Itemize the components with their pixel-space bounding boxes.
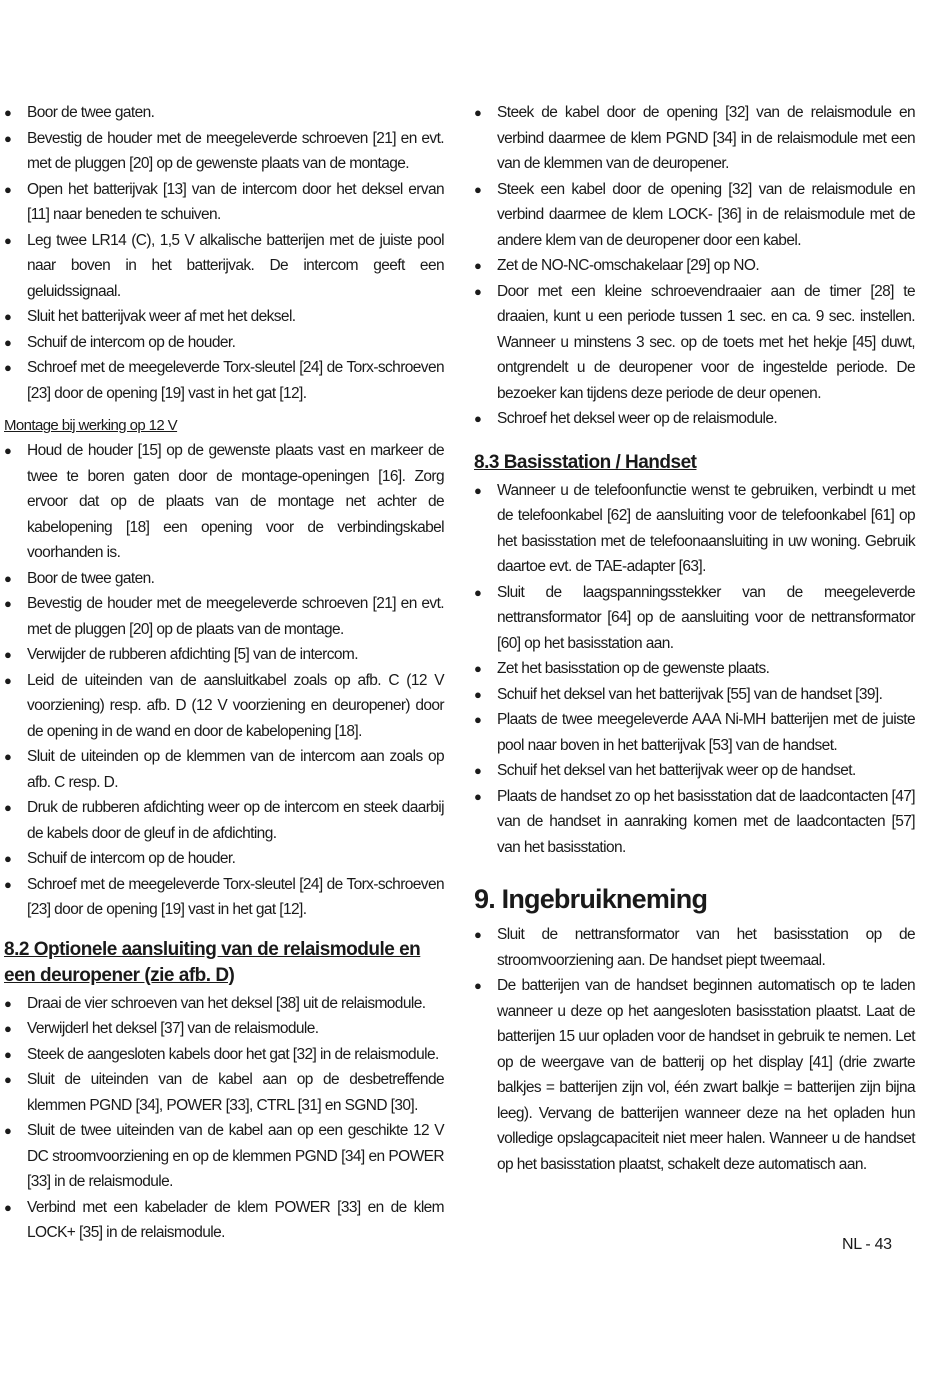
bullet-list: [474, 100, 915, 432]
bullet-list: [474, 922, 915, 1177]
list-item: [4, 330, 444, 356]
list-item: [474, 973, 915, 1177]
list-item: [4, 668, 444, 745]
list-item-text: Wanneer u de telefoonfunctie wenst te gebruiken, verbindt u met de telefoonkabel [62] de aansluiting voor de telefoonkabel [61] op het basisstation met de telefoonaansluiting in uw woning. Gebruik daartoe evt. de TAE-adapter [63].: [497, 481, 915, 575]
list-item-text: Plaats de handset zo op het basisstation dat de laadcontacten [47] van de handset in aanraking komen met de laadcontacten [57] van het basisstation.: [497, 787, 915, 856]
list-item-text: Schuif het deksel van het batterijvak [55] van de handset [39].: [497, 685, 883, 703]
right-column: [474, 100, 915, 1177]
list-item-text: Steek de aangesloten kabels door het gat [32] in de relaismodule.: [27, 1045, 439, 1063]
bullet-icon: ●: [4, 647, 12, 662]
list-item-text: Sluit de nettransformator van het basisstation op de stroomvoorziening aan. De handset piept tweemaal.: [497, 926, 915, 969]
bullet-icon: ●: [474, 105, 482, 120]
list-item: [4, 1042, 444, 1068]
bullet-icon: ●: [4, 570, 12, 586]
list-item: [4, 177, 444, 228]
list-item: [4, 355, 444, 406]
list-item: [474, 784, 915, 861]
list-item: [4, 1195, 444, 1246]
list-item-text: Sluit de uiteinden op de klemmen van de intercom aan zoals op afb. C resp. D.: [27, 748, 444, 791]
list-item: [474, 100, 915, 177]
bullet-icon: ●: [4, 309, 12, 324]
bullet-icon: ●: [474, 584, 482, 600]
list-item: [474, 922, 915, 973]
bullet-icon: ●: [4, 1199, 12, 1215]
list-item-text: Schroef met de meegeleverde Torx-sleutel [24] de Torx-schroeven [23] door de opening [19] vast in het gat [12].: [27, 875, 444, 918]
list-item-text: De batterijen van de handset beginnen automatisch op te laden wanneer u deze op het aangesloten basisstation plaatst. Laat de batterijen 15 uur opladen voor de handset in gebruik te nemen. Let op de weergave van de batterij op het display [41] (drie zwarte balkjes = batterijen zijn vol, één zwart balkje = batterijen zijn bijna leeg). Vervang de batterijen wanneer deze na het opladen hun volledige opslagcapaciteit niet meer halen. Wanneer u de handset op het basisstation plaatst, schakelt deze automatisch aan.: [497, 977, 915, 1173]
list-item: [4, 1067, 444, 1118]
subheading-montage-12v: Montage bij werking op 12 V: [4, 417, 178, 434]
bullet-icon: ●: [474, 181, 482, 197]
bullet-list: [4, 991, 444, 1246]
bullet-icon: ●: [4, 1021, 12, 1036]
list-item: [4, 100, 444, 126]
bullet-list: [4, 100, 444, 406]
list-item: [4, 642, 444, 668]
bullet-icon: ●: [474, 661, 482, 676]
list-item: [474, 253, 915, 279]
list-item: [474, 707, 915, 758]
list-item-text: Steek de kabel door de opening [32] van de relaismodule en verbind daarmee de klem PGND [34] in de relaismodule met een van de klemmen van de deuropener.: [497, 104, 915, 172]
section-9-heading: 9. Ingebruikneming: [474, 884, 708, 914]
list-item-text: Schuif het deksel van het batterijvak weer op de handset.: [497, 762, 856, 779]
list-item-text: Door met een kleine schroevendraaier aan de timer [28] te draaien, kunt u een periode tussen 1 sec. en ca. 9 sec. instellen. Wanneer u minstens 3 sec. op de toets met het hekje [45] duwt, ontgrendelt u de deuropener voor de ingestelde periode. De bezoeker kan tijdens deze periode de deur openen.: [497, 282, 915, 402]
bullet-icon: ●: [474, 482, 482, 498]
list-item-text: Verwijderl het deksel [37] van de relaismodule.: [27, 1020, 319, 1037]
list-item: [474, 478, 915, 580]
list-item: [474, 656, 915, 682]
list-item: [4, 1016, 444, 1042]
list-item: [4, 846, 444, 872]
bullet-icon: ●: [474, 712, 482, 727]
list-item-text: Zet het basisstation op de gewenste plaats.: [497, 660, 770, 677]
list-item-text: Druk de rubberen afdichting weer op de intercom en steek daarbij de kabels door de gleuf in de afdichting.: [27, 799, 444, 842]
list-item: [474, 406, 915, 432]
list-item-text: Bevestig de houder met de meegeleverde schroeven [21] en evt. met de pluggen [20] op de plaats van de montage.: [27, 595, 444, 638]
list-item: [4, 228, 444, 305]
section-8-3-heading: 8.3 Basisstation / Handset: [474, 451, 697, 473]
bullet-icon: ●: [4, 1123, 12, 1138]
list-item-text: Schuif de intercom op de houder.: [27, 333, 236, 351]
bullet-icon: ●: [4, 232, 12, 248]
list-item-text: Houd de houder [15] op de gewenste plaats vast en markeer de twee te boren gaten door de montage-openingen [16]. Zorg ervoor dat op de plaats van de montage net achter de kabelopening [18] een opening voor de verbindingskabel voorhanden is.: [27, 442, 444, 561]
list-item: [4, 591, 444, 642]
bullet-icon: ●: [4, 672, 12, 688]
bullet-icon: ●: [474, 788, 482, 804]
list-item-text: Sluit het batterijvak weer af met het deksel.: [27, 308, 296, 325]
bullet-icon: ●: [4, 130, 12, 146]
list-item-text: Leid de uiteinden van de aansluitkabel zoals op afb. C (12 V voorziening) resp. afb. D (12 V voorziening en deuropener) door de opening in de wand en door de kabelopening [18].: [27, 671, 444, 740]
bullet-icon: ●: [4, 749, 12, 764]
bullet-icon: ●: [4, 334, 12, 350]
left-column: [4, 100, 444, 1246]
bullet-icon: ●: [4, 181, 12, 197]
list-item: [4, 744, 444, 795]
list-item-text: Schroef het deksel weer op de relaismodule.: [497, 410, 778, 427]
list-item: [4, 991, 444, 1017]
section-8-2-heading: 8.2 Optionele aansluiting van de relaismodule en een deuropener (zie afb. D): [4, 938, 421, 986]
bullet-list: [474, 478, 915, 861]
list-item-text: Verbind met een kabelader de klem POWER [33] en de klem LOCK+ [35] in de relaismodule.: [27, 1198, 444, 1241]
list-item: [4, 566, 444, 592]
bullet-icon: ●: [4, 1072, 12, 1087]
bullet-icon: ●: [4, 105, 12, 120]
list-item-text: Boor de twee gaten.: [27, 104, 155, 121]
bullet-icon: ●: [474, 763, 482, 778]
bullet-icon: ●: [4, 596, 12, 611]
list-item-text: Sluit de uiteinden van de kabel aan op de desbetreffende klemmen PGND [34], POWER [33], CTRL [31] en SGND [30].: [27, 1071, 444, 1114]
list-item-text: Schroef met de meegeleverde Torx-sleutel [24] de Torx-schroeven [23] door de opening [19] vast in het gat [12].: [27, 359, 444, 402]
list-item: [4, 795, 444, 846]
list-item-text: Boor de twee gaten.: [27, 569, 155, 587]
bullet-icon: ●: [474, 978, 482, 993]
list-item: [474, 580, 915, 657]
list-item-text: Sluit de laagspanningsstekker van de meegeleverde nettransformator [64] op de aansluiting voor de nettransformator [60] op het basisstation aan.: [497, 583, 915, 652]
list-item: [4, 126, 444, 177]
list-item: [4, 872, 444, 923]
bullet-icon: ●: [474, 686, 482, 702]
list-item-text: Draai de vier schroeven van het deksel [38] uit de relaismodule.: [27, 994, 426, 1012]
list-item: [4, 438, 444, 566]
bullet-icon: ●: [4, 876, 12, 892]
bullet-icon: ●: [4, 443, 12, 458]
list-item: [4, 304, 444, 330]
bullet-icon: ●: [474, 411, 482, 426]
list-item-text: Open het batterijvak [13] van de intercom door het deksel ervan [11] naar beneden te schuiven.: [27, 180, 444, 223]
list-item: [474, 177, 915, 254]
page-number: NL - 43: [842, 1236, 892, 1253]
bullet-icon: ●: [4, 851, 12, 866]
bullet-icon: ●: [474, 258, 482, 273]
bullet-icon: ●: [4, 1046, 12, 1062]
bullet-icon: ●: [4, 360, 12, 375]
bullet-list: [4, 438, 444, 923]
list-item-text: Zet de NO-NC-omschakelaar [29] op NO.: [497, 257, 760, 274]
list-item: [4, 1118, 444, 1195]
list-item-text: Plaats de twee meegeleverde AAA Ni-MH batterijen met de juiste pool naar boven in het batterijvak [53] van de handset.: [497, 711, 915, 754]
list-item: [474, 279, 915, 407]
list-item-text: Schuif de intercom op de houder.: [27, 850, 236, 867]
list-item-text: Steek een kabel door de opening [32] van de relaismodule en verbind daarmee de klem LOCK- [36] in de relaismodule met de andere klem van de deuropener door een kabel.: [497, 180, 915, 249]
list-item-text: Leg twee LR14 (C), 1,5 V alkalische batterijen met de juiste pool naar boven in het batterijvak. De intercom geeft een geluidssignaal.: [27, 231, 444, 300]
list-item: [474, 682, 915, 708]
bullet-icon: ●: [4, 800, 12, 815]
list-item-text: Sluit de twee uiteinden van de kabel aan op een geschikte 12 V DC stroomvoorziening en op de klemmen PGND [34] en POWER [33] in de relaismodule.: [27, 1122, 444, 1190]
bullet-icon: ●: [4, 995, 12, 1011]
list-item-text: Bevestig de houder met de meegeleverde schroeven [21] en evt. met de pluggen [20] op de gewenste plaats van de montage.: [27, 129, 444, 172]
bullet-icon: ●: [474, 927, 482, 942]
list-item-text: Verwijder de rubberen afdichting [5] van de intercom.: [27, 646, 358, 663]
bullet-icon: ●: [474, 283, 482, 299]
list-item: [474, 758, 915, 784]
